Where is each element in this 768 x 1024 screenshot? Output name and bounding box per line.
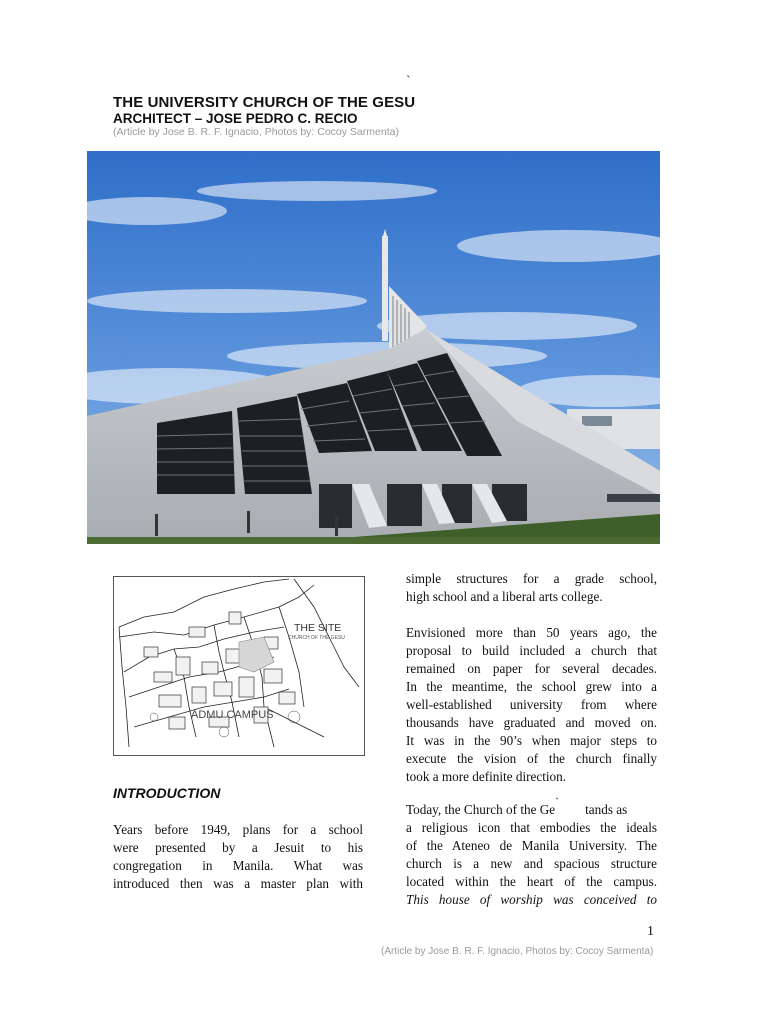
text-fragment: tands as <box>585 802 628 817</box>
text-line: congregation in Manila. What was <box>113 858 363 873</box>
text-line: a religious icon that embodies the ideals <box>406 820 657 835</box>
text-line: took a more definite direction. <box>406 769 567 784</box>
text-line: Years before 1949, plans for a school <box>113 822 363 837</box>
map-label-site: THE SITE <box>294 622 342 634</box>
article-title: THE UNIVERSITY CHURCH OF THE GESU <box>113 94 416 111</box>
text-line: In the meantime, the school grew into a <box>406 679 657 694</box>
page-number: 1 <box>647 924 654 939</box>
text-line: located within the heart of the campus. <box>406 874 657 889</box>
header-credit: (Article by Jose B. R. F. Ignacio, Photos by: Cocoy Sarmenta) <box>113 126 399 138</box>
stray-accent-mark: ` <box>555 795 560 809</box>
body-paragraph-1 <box>406 570 657 606</box>
text-line: introduced then was a master plan with <box>113 876 363 891</box>
text-line: Envisioned more than 50 years ago, the <box>406 625 657 640</box>
intro-paragraph <box>113 821 363 893</box>
body-paragraph-3 <box>406 795 657 909</box>
text-line: thousands have graduated and moved on. <box>406 715 657 730</box>
footer-credit: (Article by Jose B. R. F. Ignacio, Photos by: Cocoy Sarmenta) <box>381 946 654 957</box>
text-line: high school and a liberal arts college. <box>406 589 603 604</box>
architect-name: ARCHITECT – JOSE PEDRO C. RECIO <box>113 111 358 126</box>
campus-map <box>113 576 365 756</box>
text-line: well-established university from where <box>406 697 657 712</box>
church-photo <box>87 151 660 544</box>
missing-glyph-gap <box>555 795 585 819</box>
text-line: execute the vision of the church finally <box>406 751 657 766</box>
text-line: remained on paper for several decades. <box>406 661 657 676</box>
text-fragment: Today, the Church of the Ge <box>406 802 556 817</box>
text-line: This house of worship was conceived to <box>406 892 657 907</box>
text-line: of the Ateneo de Manila University. The <box>406 838 657 853</box>
map-sublabel-site: CHURCH OF THE GESU <box>288 635 345 641</box>
map-label-campus: ADMU CAMPUS <box>191 709 274 721</box>
text-line: simple structures for a grade school, <box>406 571 657 586</box>
text-line: proposal to build included a church that <box>406 643 657 658</box>
text-line: It was in the 90’s when major steps to <box>406 733 657 748</box>
text-line <box>406 795 657 819</box>
text-line: church is a new and spacious structure <box>406 856 657 871</box>
section-heading-introduction: INTRODUCTION <box>113 785 221 801</box>
text-line: were presented by a Jesuit to his <box>113 840 363 855</box>
campus-map-drawing <box>114 577 364 755</box>
stray-accent-mark: ` <box>406 74 411 89</box>
body-paragraph-2 <box>406 624 657 786</box>
